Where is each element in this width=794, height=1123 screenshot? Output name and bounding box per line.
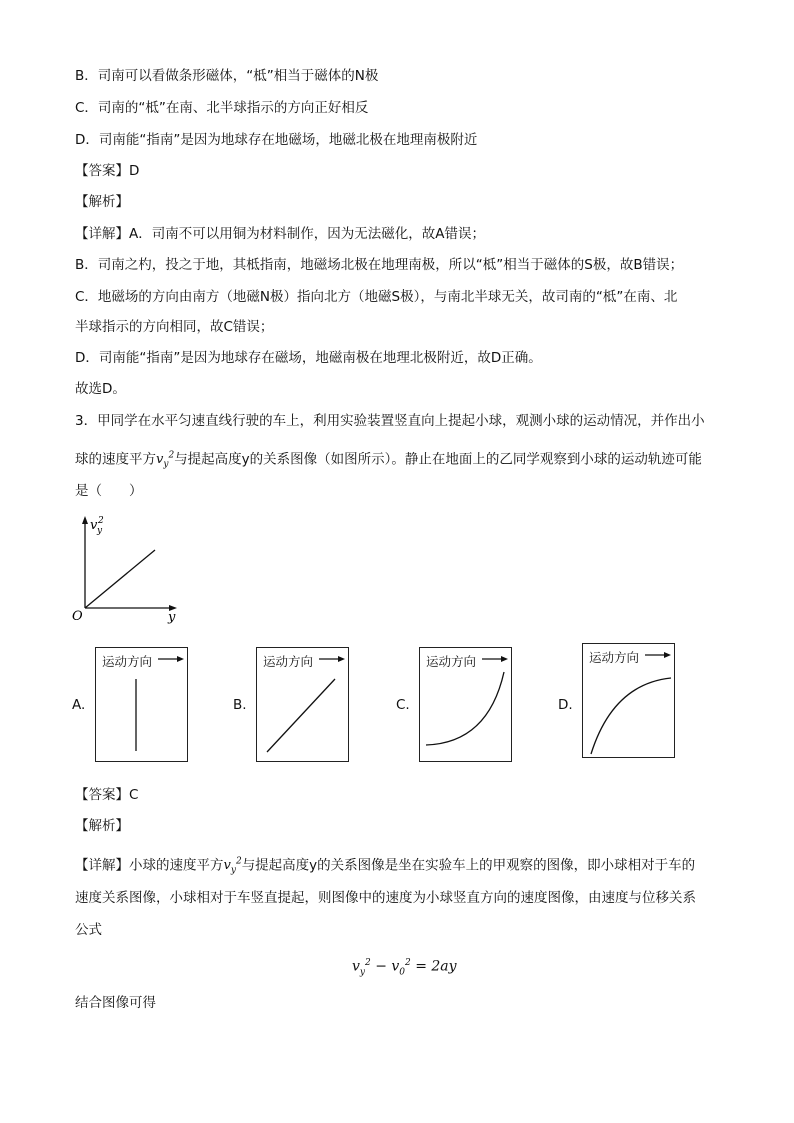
option-c-trajectory — [420, 648, 513, 763]
option-c-text: C．司南的“柢”在南、北半球指示的方向正好相反 — [75, 100, 369, 116]
detail-line-d: D．司南能“指南”是因为地球存在磁场，地磁南极在地理北极附近，故D正确。 — [75, 350, 542, 366]
direction-label: 运动方向 — [263, 654, 314, 669]
graph-ylabel-sub: y — [97, 526, 103, 536]
graph-xlabel: y — [168, 610, 176, 625]
answer-label-3: 【答案】C — [75, 787, 139, 803]
detail3-line-c: 公式 — [75, 922, 102, 938]
answer-label-1: 【答案】D — [75, 163, 140, 179]
option-d-box — [582, 643, 675, 758]
detail-line-b: B．司南之杓，投之于地，其柢指南，地磁场北极在地理南极，所以“柢”相当于磁体的S极，故B错误； — [75, 257, 684, 273]
option-a-trajectory — [96, 648, 189, 763]
direction-label: 运动方向 — [426, 654, 477, 669]
vy-squared-symbol: $v_y^2$ — [156, 451, 175, 470]
final-line: 结合图像可得 — [75, 995, 156, 1011]
detail-line-a: 【详解】A．司南不可以用铜为材料制作，因为无法磁化，故A错误； — [75, 226, 485, 242]
analysis-label-1: 【解析】 — [75, 194, 129, 210]
option-b-label: B. — [233, 697, 247, 713]
detail-line-c2: 半球指示的方向相同，故C错误； — [75, 319, 274, 335]
option-b-trajectory — [257, 648, 350, 763]
option-b-text: B．司南可以看做条形磁体，“柢”相当于磁体的N极 — [75, 68, 379, 84]
graph-ylabel-sup: 2 — [98, 516, 104, 526]
conclusion-text: 故选D。 — [75, 381, 126, 397]
option-a-box — [95, 647, 188, 762]
option-b-box — [256, 647, 349, 762]
direction-label: 运动方向 — [589, 650, 640, 665]
detail3-line-a: 【详解】小球的速度平方$v_y^2$与提起高度y的关系图像是坐在实验车上的甲观察的图像，即小球相对于车的 — [75, 857, 696, 876]
analysis-label-3: 【解析】 — [75, 818, 129, 834]
option-c-label: C. — [396, 697, 410, 713]
option-d-trajectory — [583, 644, 676, 759]
option-d-text: D．司南能“指南”是因为地球存在地磁场，地磁北极在地理南极附近 — [75, 132, 478, 148]
vy-squared-symbol: $v_y^2$ — [223, 857, 242, 876]
detail-line-c: C．地磁场的方向由南方（地磁N极）指向北方（地磁S极），与南北半球无关，故司南的“柢”在南、北 — [75, 289, 678, 305]
question-3-line-3: 是（ ） — [75, 483, 143, 499]
option-a-label: A. — [72, 697, 86, 713]
direction-label: 运动方向 — [102, 654, 153, 669]
kinematics-formula: $v_y^2 - v_0^2 = 2ay$ — [352, 958, 457, 978]
question-3-line-1: 3．甲同学在水平匀速直线行驶的车上，利用实验装置竖直向上提起小球，观测小球的运动情况，并作出小 — [75, 413, 705, 429]
vy2-y-graph — [70, 513, 190, 628]
graph-ylabel: v — [90, 518, 98, 533]
option-c-box — [419, 647, 512, 762]
option-d-label: D. — [558, 697, 573, 713]
detail3-line-b: 速度关系图像，小球相对于车竖直提起，则图像中的速度为小球竖直方向的速度图像，由速度与位移关系 — [75, 890, 696, 906]
graph-origin-label: O — [72, 609, 83, 624]
question-3-line-2: 球的速度平方$v_y^2$与提起高度y的关系图像（如图所示）。静止在地面上的乙同学观察到小球的运动轨迹可能 — [75, 451, 702, 470]
